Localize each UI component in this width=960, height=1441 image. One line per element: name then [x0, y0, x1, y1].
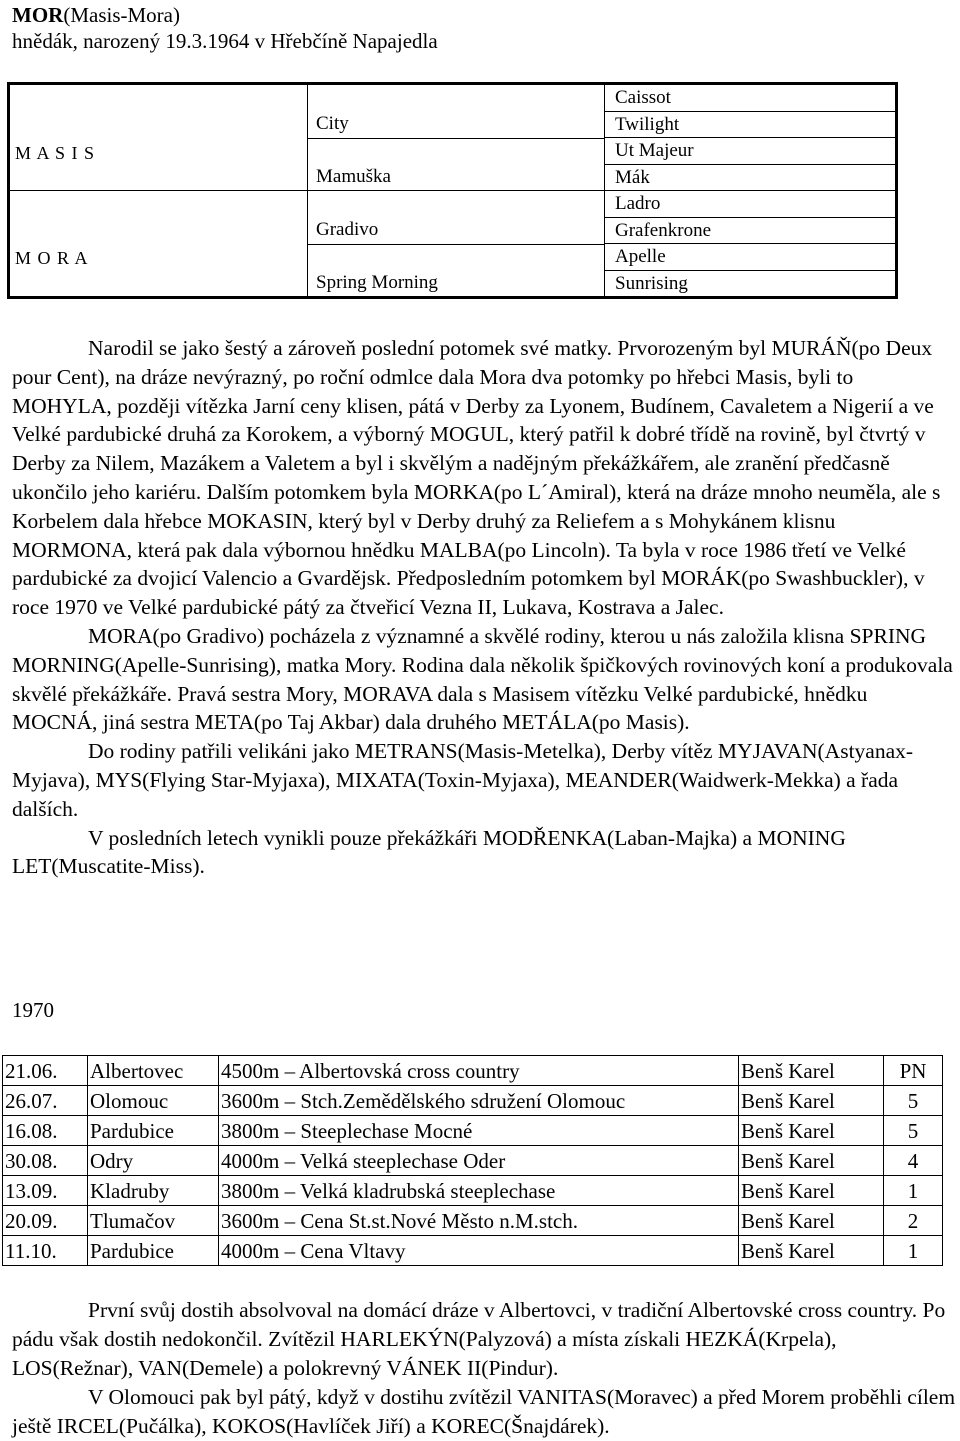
pedigree-divider: [308, 138, 604, 139]
pedigree-great-grandparent: Grafenkrone: [605, 218, 895, 245]
table-row: [3, 1236, 943, 1266]
race-place: Tlumačov: [88, 1206, 219, 1236]
race-date: 16.08.: [3, 1116, 88, 1146]
paragraph: První svůj dostih absolvoval na domácí dráze v Albertovci, v tradiční Albertovské cross country. Po pádu však dostih nedokončil. Zvítězil HARLEKÝN(Palyzová) a místa získali HEZKÁ(Krpela), LOS(Režnar), VAN(Demele) a polokrevný VÁNEK II(Pindur).: [12, 1298, 946, 1380]
race-result: 2: [884, 1206, 943, 1236]
paragraph: MORA(po Gradivo) pocházela z významné a skvělé rodiny, kterou u nás založila klisna SPRING MORNING(Apelle-Sunrising), matka Mory. Rodina dala několik špičkových rovinových koní a produkovala skvělé překážkáře. Pravá sestra Mory, MORAVA dala s Masisem vítězku Velké pardubické, hnědku MOCNÁ, jiná sestra META(po Taj Akbar) dala druhého METÁLA(po Masis).: [12, 623, 953, 735]
pedigree-table: [7, 82, 898, 299]
horse-subtitle: hnědák, narozený 19.3.1964 v Hřebčíně Napajedla: [12, 29, 438, 53]
pedigree-grandparent: Spring Morning: [316, 272, 438, 293]
table-row: [3, 1056, 943, 1086]
race-result: 5: [884, 1116, 943, 1146]
table-row: [3, 1176, 943, 1206]
table-row: [3, 1086, 943, 1116]
race-place: Pardubice: [88, 1236, 219, 1266]
race-date: 26.07.: [3, 1086, 88, 1116]
race-date: 30.08.: [3, 1146, 88, 1176]
paragraph: Narodil se jako šestý a zároveň poslední potomek své matky. Prvorozeným byl MURÁŇ(po Deux pour Cent), na dráze nevýrazný, po roční odmlce dala Mora dva potomky po hřebci Masis, byli to MOHYLA, později vítězka Jarní ceny klisen, pátá v Derby za Lyonem, Budínem, Cavaletem a Nigerií a ve Velké pardubické druhá za Korokem, a výborný MOGUL, který patřil k dobré třídě na rovině, byl čtvrtý v Derby za Nilem, Mazákem a Valetem a byl i skvělým a nadějným překážkářem, ale zranění předčasně ukončilo jeho kariéru. Dalším potomkem byla MORKA(po L´Amiral), která na dráze mnoho neuměla, ale s Korbelem dala hřebce MOKASIN, který byl v Derby druhý za Reliefem a s Mohykánem klisnu MORMONA, která pak dala výbornou hnědku MALBA(po Lincoln). Ta byla v roce 1986 třetí ve Velké pardubické za dvojicí Valencio a Gvardějsk. Předposledním potomkem byl MORÁK(po Swashbuckler), v roce 1970 ve Velké pardubické pátý za čtveřicí Vezna II, Lukava, Kostrava a Jalec.: [12, 336, 941, 620]
body-text: [12, 334, 957, 881]
race-name: 3800m – Velká kladrubská steeplechase: [219, 1176, 739, 1206]
race-result: 5: [884, 1086, 943, 1116]
paragraph: V posledních letech vynikli pouze překážkáři MODŘENKA(Laban-Majka) a MONING LET(Muscatite-Miss).: [12, 825, 846, 879]
table-row: [3, 1146, 943, 1176]
pedigree-great-grandparent: Caissot: [605, 85, 895, 112]
paragraph: V Olomouci pak byl pátý, když v dostihu zvítězil VANITAS(Moravec) a před Morem proběhli cílem ještě IRCEL(Pučálka), KOKOS(Havlíček Jiří) a KOREC(Šnajdárek).: [12, 1385, 956, 1438]
race-name: 4000m – Cena Vltavy: [219, 1236, 739, 1266]
pedigree-great-grandparent: Ladro: [605, 191, 895, 218]
pedigree-great-grandparent: Mák: [605, 165, 895, 192]
race-result: PN: [884, 1056, 943, 1086]
pedigree-sire: M A S I S: [15, 143, 96, 163]
table-row: [3, 1206, 943, 1236]
race-place: Kladruby: [88, 1176, 219, 1206]
pedigree-divider: [10, 190, 307, 191]
pedigree-grandparent: Gradivo: [316, 219, 379, 240]
race-name: 4000m – Velká steeplechase Oder: [219, 1146, 739, 1176]
pedigree-great-grandparent: Sunrising: [615, 272, 688, 294]
pedigree-grandparent: Mamuška: [316, 166, 391, 187]
race-jockey: Benš Karel: [739, 1206, 884, 1236]
pedigree-grandparents-column: [307, 85, 604, 296]
race-jockey: Benš Karel: [739, 1116, 884, 1146]
race-result: 4: [884, 1146, 943, 1176]
document-header: [12, 2, 438, 54]
race-results-table: [2, 1055, 943, 1266]
pedigree-great-grandparent: Twilight: [605, 112, 895, 139]
pedigree-dam: M O R A: [15, 248, 89, 268]
pedigree-parents-column: [10, 85, 307, 296]
pedigree-great-grandparents-column: [604, 85, 895, 296]
pedigree-divider: [308, 244, 604, 245]
race-place: Olomouc: [88, 1086, 219, 1116]
race-place: Albertovec: [88, 1056, 219, 1086]
race-result: 1: [884, 1176, 943, 1206]
race-jockey: Benš Karel: [739, 1146, 884, 1176]
race-date: 11.10.: [3, 1236, 88, 1266]
paragraph: Do rodiny patřili velikáni jako METRANS(Masis-Metelka), Derby vítěz MYJAVAN(Astyanax-Myjava), MYS(Flying Star-Myjaxa), MIXATA(Toxin-Myjaxa), MEANDER(Waidwerk-Mekka) a řada dalších.: [12, 739, 914, 821]
race-jockey: Benš Karel: [739, 1056, 884, 1086]
horse-parents: (Masis-Mora): [63, 3, 180, 27]
race-date: 13.09.: [3, 1176, 88, 1206]
pedigree-grandparent: City: [316, 113, 349, 134]
race-jockey: Benš Karel: [739, 1086, 884, 1116]
horse-title: [12, 2, 438, 28]
race-date: 21.06.: [3, 1056, 88, 1086]
race-result: 1: [884, 1236, 943, 1266]
race-name: 4500m – Albertovská cross country: [219, 1056, 739, 1086]
horse-name: MOR: [12, 3, 64, 27]
race-jockey: Benš Karel: [739, 1236, 884, 1266]
pedigree-great-grandparent: Apelle: [605, 244, 895, 271]
race-jockey: Benš Karel: [739, 1176, 884, 1206]
closing-text: [12, 1296, 957, 1441]
season-year: 1970: [12, 998, 54, 1022]
race-place: Odry: [88, 1146, 219, 1176]
race-date: 20.09.: [3, 1206, 88, 1236]
pedigree-divider: [308, 190, 604, 191]
pedigree-great-grandparent: Ut Majeur: [605, 138, 895, 165]
table-row: [3, 1116, 943, 1146]
race-place: Pardubice: [88, 1116, 219, 1146]
race-name: 3600m – Cena St.st.Nové Město n.M.stch.: [219, 1206, 739, 1236]
race-name: 3600m – Stch.Zemědělského sdružení Olomouc: [219, 1086, 739, 1116]
race-name: 3800m – Steeplechase Mocné: [219, 1116, 739, 1146]
